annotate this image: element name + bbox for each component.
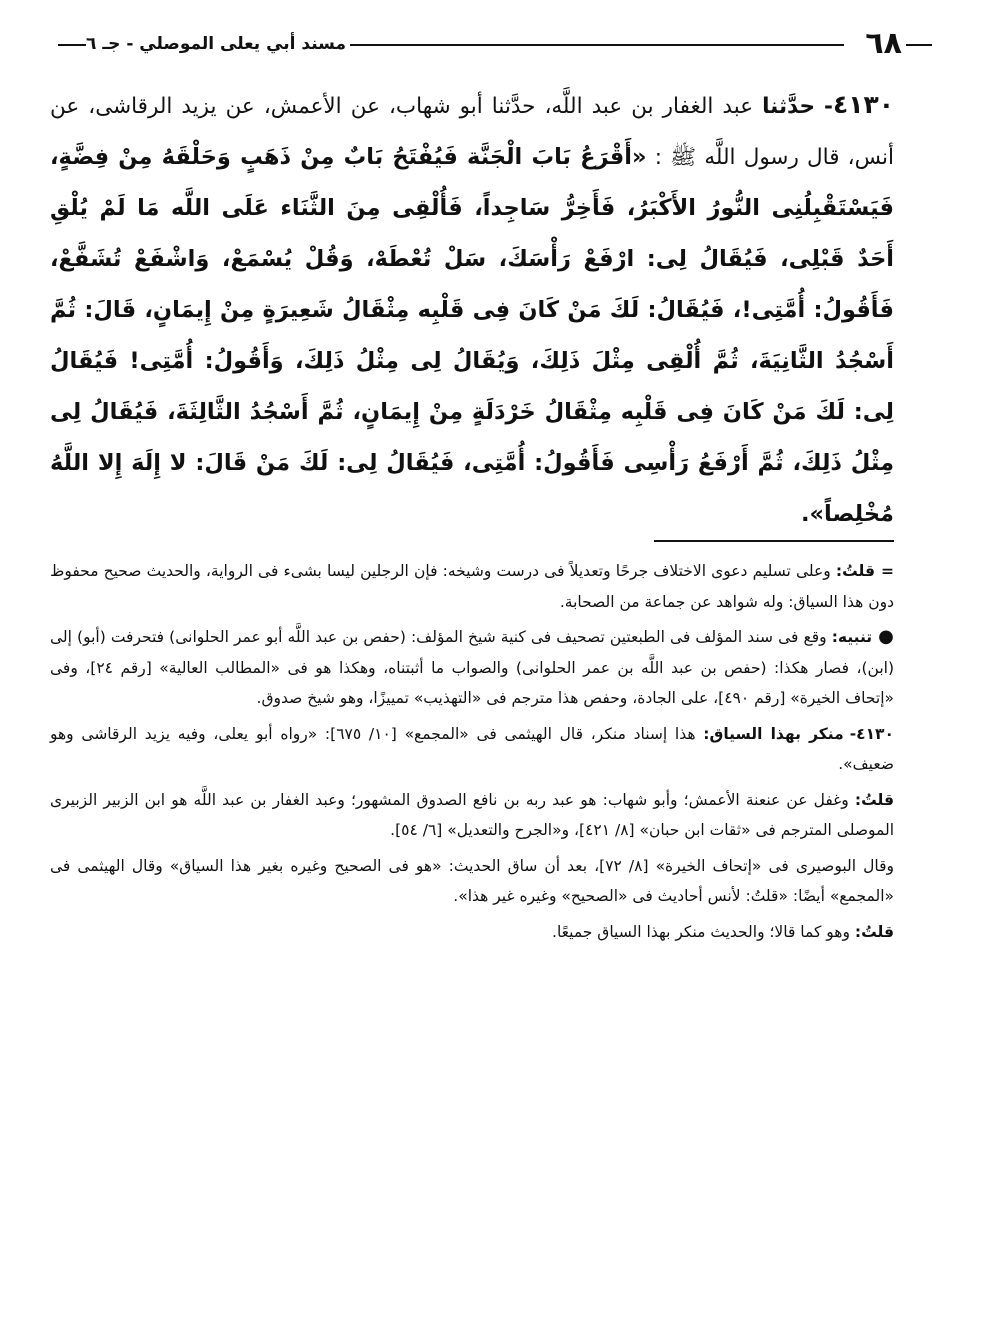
footnote-text: وهو كما قالا؛ والحديث منكر بهذا السياق جميعًا.: [552, 922, 850, 941]
hadith-dash: -: [824, 94, 833, 119]
page-number: ٦٨: [865, 26, 902, 61]
header-rule-right: [906, 44, 932, 46]
footnote-keyword: قلتُ:: [854, 790, 894, 809]
hadith-lead-word: حدَّثنا: [762, 94, 815, 119]
header-rule-middle: [350, 44, 844, 46]
hadith-text: [50, 80, 894, 540]
continuation-marker: =: [881, 562, 894, 580]
footnote-text: هذا إسناد منكر، قال الهيثمى فى «المجمع» [١٠/ ٦٧٥]: «رواه أبو يعلى، وفيه يزيد الرقاشى وهو ضعيف».: [50, 724, 894, 773]
footnote-separator: [654, 540, 894, 542]
footnote-keyword: قلتُ:: [835, 562, 875, 580]
hadith-matn: «أَقْرَعُ بَابَ الْجَنَّة فَيُفْتَحُ بَابٌ مِنْ ذَهَبٍ وَحَلْقَهُ مِنْ فِضَّةٍ، فَيَسْتَقْبِلُنِى النُّورُ الأَكْبَرُ، فَأَخِرُّ سَاجِداً، فَأُلْقِى مِنَ الثَّنَاء عَلَى اللَّه مَا لَمْ يُلْقِ أَحَدٌ قَبْلِى، فَيُقَالُ لِى: ارْفَعْ رَأْسَكَ، سَلْ تُعْطَهْ، وَقُلْ يُسْمَعْ، وَاشْفَعْ تُشَفَّعْ، فَأَقُولُ: أُمَّتِى!، فَيُقَالُ: لَكَ مَنْ كَانَ فِى قَلْبِه مِثْقَالُ شَعِيرَةٍ مِنْ إِيمَانٍ، قَالَ: ثُمَّ أَسْجُدُ الثَّانِيَةَ، ثُمَّ أُلْقِى مِثْلَ ذَلِكَ، وَيُقَالُ لِى مِثْلُ ذَلِكَ، وَأَقُولُ: أُمَّتِى! فَيُقَالُ لِى: لَكَ مَنْ كَانَ فِى قَلْبِه مِثْقَالُ خَرْدَلَةٍ مِنْ إِيمَانٍ، ثُمَّ أَسْجُدُ الثَّالِثَةَ، فَيُقَالُ لِى مِثْلُ ذَلِكَ، ثُمَّ أَرْفَعُ رَأْسِى فَأَقُولُ: أُمَّتِى، فَيُقَالُ لِى: لَكَ مَنْ قَالَ: لا إِلَهَ إِلا اللَّهُ مُخْلِصاً».: [50, 144, 894, 527]
footnote-text: وعلى تسليم دعوى الاختلاف جرحًا وتعديلاً فى درست وشيخه: فإن الرجلين ليسا بشىء فى الرواية، والحديث صحيح محفوظ دون هذا السياق: وله شواهد عن جماعة من الصحابة.: [50, 562, 894, 611]
footnote-keyword: قلتُ:: [854, 922, 894, 941]
running-header: [58, 26, 902, 62]
footnote-paragraph: [50, 917, 894, 948]
footnote-keyword: منكر بهذا السياق:: [703, 724, 844, 743]
footnote-notice: [50, 622, 894, 714]
footnote-text: وغفل عن عنعنة الأعمش؛ وأبو شهاب: هو عبد ربه بن نافع الصدوق المشهور؛ وعبد الغفار بن عبد اللَّه هو ابن الزبير الزبيرى الموصلى المترجم فى «ثقات ابن حبان» [٨/ ٤٢١]، و«الجرح والتعديل» [٦/ ٥٤].: [50, 790, 894, 839]
book-title: مسند أبي يعلى الموصلي - جـ ٦: [86, 34, 346, 54]
footnote-paragraph: [50, 851, 894, 912]
footnote-hadith-4130: [50, 719, 894, 780]
footnote-text: وقع فى سند المؤلف فى الطبعتين تصحيف فى كنية شيخ المؤلف: (حفص بن عبد اللَّه أبو عمر الحلوانى) فتحرفت (أبو) إلى (ابن)، فصار هكذا: (حفص بن عبد اللَّه بن عمر الحلوانى) والصواب ما أثبتناه، وهكذا هو فى «المطالب العالية» [رقم ٢٤]، وفى «إتحاف الخيرة» [رقم ٤٩٠]، على الجادة، وحفص هذا مترجم فى «التهذيب» تمييزًا، وهو شيخ صدوق.: [50, 628, 894, 707]
footnote-text: وقال البوصيرى فى «إتحاف الخيرة» [٨/ ٧٢]، بعد أن ساق الحديث: «هو فى الصحيح وغيره بغير هذا السياق» وقال الهيثمى فى «المجمع» أيضًا: «قلتُ: لأنس أحاديث فى «الصحيح» وغيره غير هذا».: [50, 856, 894, 905]
header-rule-left: [58, 44, 86, 46]
hadith-isnad: عبد الغفار بن عبد اللَّه، حدَّثنا أبو شهاب، عن الأعمش، عن يزيد الرقاشى، عن أنس، قال رسول اللَّه ﷺ :: [50, 94, 894, 170]
footnote-number: ٤١٣٠-: [849, 724, 894, 743]
footnote-keyword: تنبيه:: [831, 628, 873, 646]
hadith-number: ٤١٣٠: [832, 90, 894, 119]
bullet-icon: ●: [878, 626, 894, 647]
footnote-continued: [50, 556, 894, 617]
footnote-paragraph: [50, 785, 894, 846]
footnotes: [50, 556, 894, 952]
